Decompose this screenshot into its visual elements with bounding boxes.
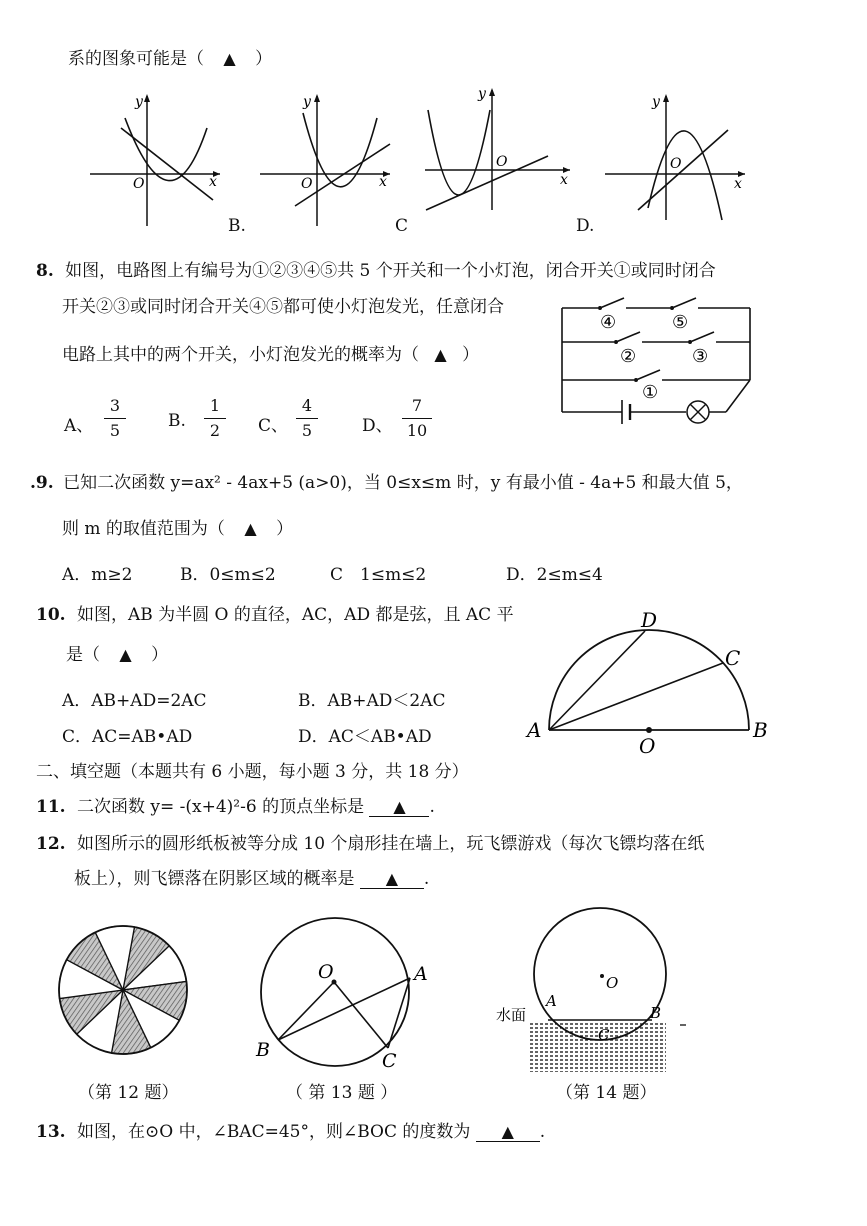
- x-axis-label: x: [560, 172, 568, 188]
- q10-semicircle-figure: [525, 605, 775, 758]
- q8-option-c-label: C、: [258, 416, 289, 436]
- q7-option-b-label: B.: [228, 216, 246, 236]
- origin-label: O: [670, 156, 682, 172]
- origin-label: O: [133, 176, 145, 192]
- section-2-title: 二、填空题（本题共有 6 小题，每小题 3 分，共 18 分）: [36, 762, 469, 782]
- y-axis-label: y: [652, 94, 660, 110]
- q7-graph-c: [420, 80, 575, 220]
- switch-2-label: ②: [620, 346, 637, 367]
- point-o-label: O: [606, 974, 619, 992]
- x-axis-label: x: [209, 174, 217, 190]
- q9-option-a: A．m≥2: [62, 565, 133, 585]
- q11-line: 11. 二次函数 y= -(x+4)²-6 的顶点坐标是 ▲ .: [36, 797, 435, 817]
- q14-water-figure: [490, 910, 700, 1075]
- q8-option-c-fraction: 4 5: [296, 396, 318, 441]
- question-number: 13.: [36, 1122, 66, 1142]
- q10-option-c: C．AC=AB•AD: [62, 727, 193, 747]
- point-a-label: A: [527, 718, 542, 742]
- point-o-label: O: [318, 961, 334, 983]
- answer-mark-icon: ▲: [119, 645, 132, 664]
- y-axis-label: y: [303, 94, 311, 110]
- point-b-label: B: [256, 1039, 270, 1061]
- q8-option-b-fraction: 1 2: [204, 396, 226, 441]
- question-number: .9.: [30, 473, 54, 493]
- q7-option-c-label: C: [395, 216, 409, 236]
- q7-tail: 系的图象可能是（ ▲ ）: [68, 49, 273, 69]
- point-c-label: C: [382, 1050, 397, 1072]
- origin-label: O: [301, 176, 313, 192]
- answer-mark-icon: ▲: [501, 1122, 514, 1141]
- answer-mark-icon: ▲: [223, 49, 236, 68]
- switch-4-label: ④: [600, 312, 617, 333]
- q7-graph-d: [600, 88, 750, 228]
- q8-option-d-fraction: 7 10: [402, 396, 432, 441]
- q8-option-d-label: D、: [362, 416, 393, 436]
- q10-line2: 是（ ▲ ）: [66, 645, 169, 665]
- question-number: 10.: [36, 605, 66, 625]
- answer-blank: [476, 1122, 540, 1142]
- point-b-label: B: [650, 1004, 662, 1022]
- switch-1-label: ①: [642, 382, 659, 403]
- q9-option-b: B．0≤m≤2: [180, 565, 276, 585]
- point-a-label: A: [414, 963, 428, 985]
- q8-line2: 开关②③或同时闭合开关④⑤都可使小灯泡发光，任意闭合: [62, 297, 504, 317]
- fig12-caption: （第 12 题）: [78, 1083, 179, 1103]
- answer-blank: [369, 797, 429, 817]
- q9-line1: .9. 已知二次函数 y=ax² - 4ax+5 (a>0)，当 0≤x≤m 时，y 有最小值 - 4a+5 和最大值 5，: [30, 473, 743, 493]
- question-number: 11.: [36, 797, 66, 817]
- point-o-label: O: [639, 734, 656, 758]
- q7-graph-b: [255, 88, 395, 228]
- origin-label: O: [496, 154, 508, 170]
- answer-mark-icon: ▲: [244, 519, 257, 538]
- switch-3-label: ③: [692, 346, 709, 367]
- question-number: 12.: [36, 834, 66, 854]
- q10-option-b: B．AB+AD＜2AC: [298, 691, 446, 711]
- q12-line1: 12. 如图所示的圆形纸板被等分成 10 个扇形挂在墙上，玩飞镖游戏（每次飞镖均落在纸: [36, 834, 705, 854]
- fig14-caption: （第 14 题）: [556, 1083, 657, 1103]
- q8-option-a-label: A、: [64, 416, 94, 436]
- answer-mark-icon: ▲: [385, 869, 399, 888]
- answer-blank: [360, 869, 424, 889]
- answer-mark-icon: ▲: [393, 797, 406, 816]
- q10-option-a: A．AB+AD=2AC: [62, 691, 207, 711]
- x-axis-label: x: [379, 174, 387, 190]
- point-b-label: B: [753, 718, 768, 742]
- point-c-label: C: [725, 646, 741, 670]
- q7-graph-a: [85, 88, 225, 228]
- y-axis-label: y: [135, 94, 143, 110]
- point-a-label: A: [546, 992, 557, 1010]
- answer-mark-icon: ▲: [434, 345, 447, 364]
- water-surface-label: 水面: [496, 1006, 527, 1024]
- q12-line2: 板上），则飞镖落在阴影区域的概率是 ▲ .: [74, 869, 430, 889]
- q10-option-d: D．AC＜AB•AD: [298, 727, 432, 747]
- q13-circle-figure: [250, 912, 440, 1072]
- q10-line1: 10. 如图，AB 为半圆 O 的直径，AC，AD 都是弦，且 AC 平: [36, 605, 514, 625]
- q9-option-c: C 1≤m≤2: [330, 565, 427, 585]
- question-number: 8.: [36, 261, 54, 281]
- point-c-label: C: [598, 1026, 610, 1044]
- q8-option-a-fraction: 3 5: [104, 396, 126, 441]
- x-axis-label: x: [734, 176, 742, 192]
- q8-option-b-label: B.: [168, 411, 186, 431]
- q9-option-d: D．2≤m≤4: [506, 565, 603, 585]
- q9-line2: 则 m 的取值范围为（ ▲ ）: [62, 519, 294, 539]
- point-d-label: D: [641, 608, 658, 632]
- y-axis-label: y: [478, 86, 486, 102]
- q8-line1: 8. 如图，电路图上有编号为①②③④⑤共 5 个开关和一个小灯泡，闭合开关①或同时闭合: [36, 261, 716, 281]
- q12-dartboard-figure: [55, 922, 191, 1058]
- fig13-caption: （ 第 13 题 ）: [286, 1083, 398, 1103]
- switch-5-label: ⑤: [672, 312, 689, 333]
- q7-option-d-label: D.: [576, 216, 595, 236]
- q8-line3: 电路上其中的两个开关，小灯泡发光的概率为（ ▲ ）: [62, 345, 480, 365]
- q13-line: 13. 如图，在⊙O 中，∠BAC=45°，则∠BOC 的度数为 ▲ .: [36, 1122, 546, 1142]
- q8-circuit-diagram: [558, 290, 758, 425]
